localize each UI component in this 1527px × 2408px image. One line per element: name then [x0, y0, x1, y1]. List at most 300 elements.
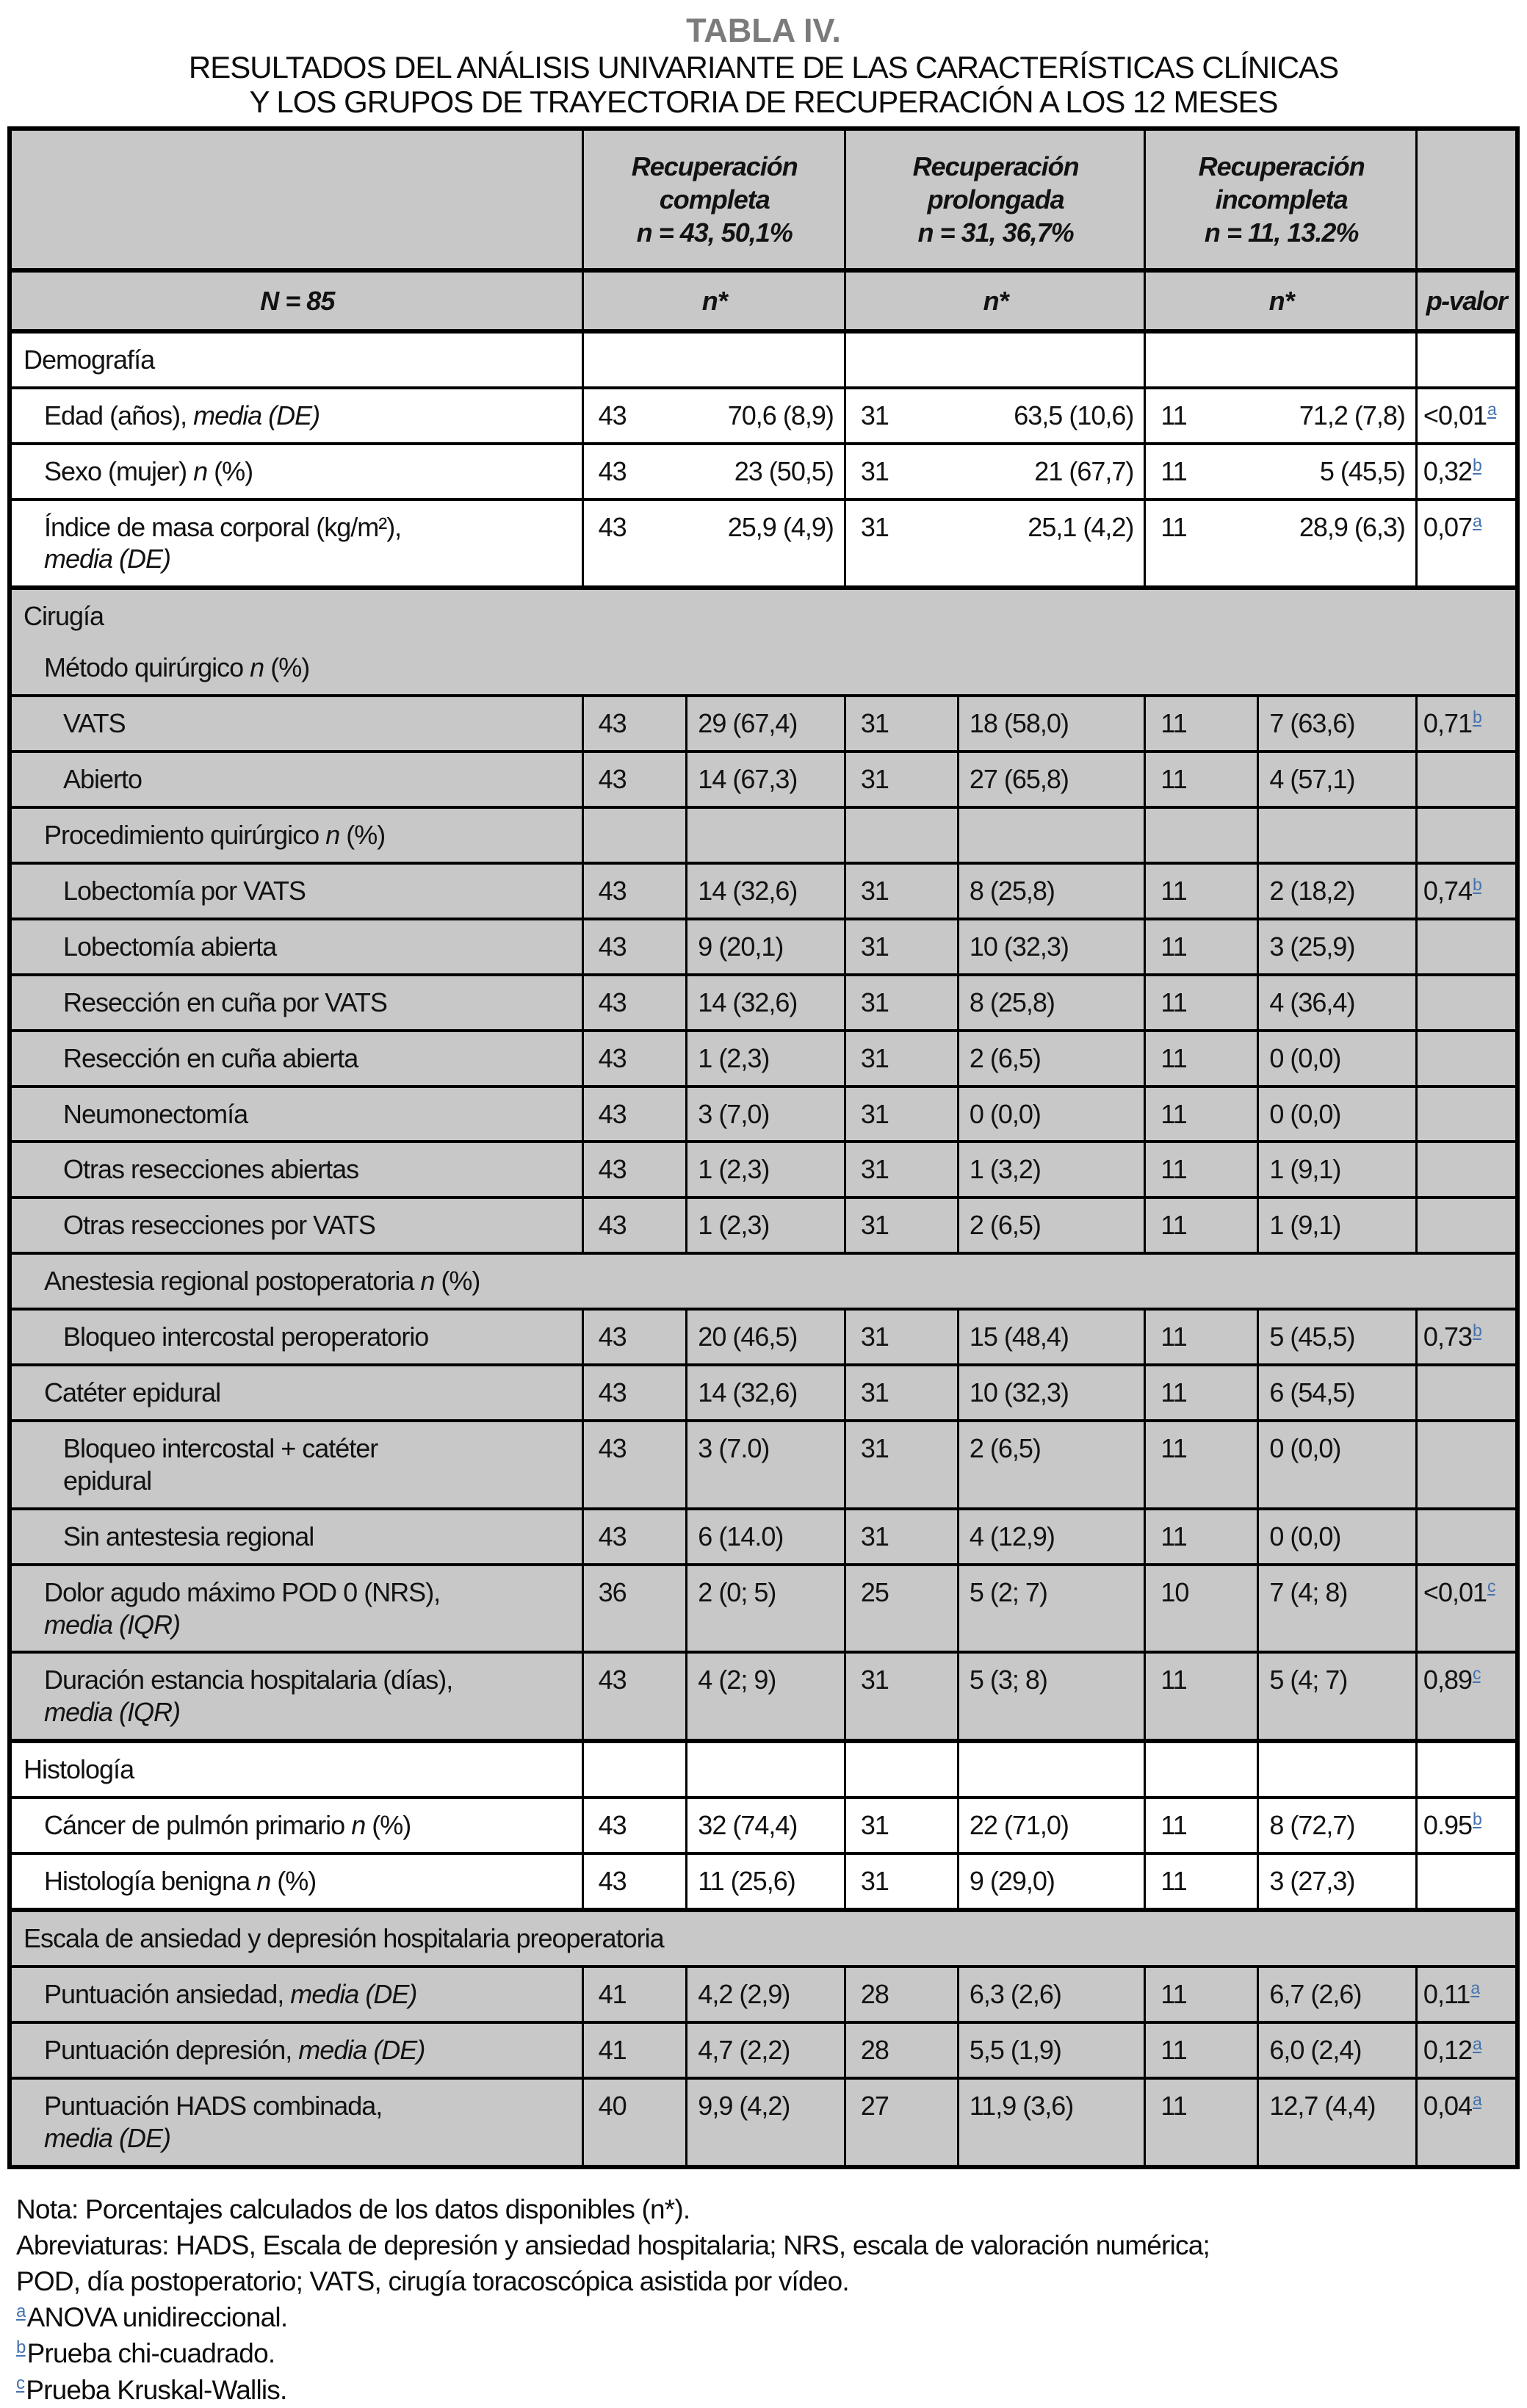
- row-label-cell: [10, 1031, 582, 1086]
- row-label-cell: [10, 751, 582, 807]
- footnote-ref-c[interactable]: c: [1487, 1576, 1495, 1596]
- n-count-cell: 31: [845, 1086, 958, 1142]
- label-italic-part: media (DE): [193, 400, 320, 430]
- group-cell: [845, 444, 1145, 500]
- n-count: 31: [860, 511, 889, 542]
- n-count-cell: 11: [1145, 1086, 1258, 1142]
- n-count-cell: 43: [582, 919, 687, 975]
- n-and-value: [1155, 511, 1408, 544]
- value-cell: [1258, 807, 1417, 863]
- n-and-value: [593, 511, 837, 544]
- n-count-cell: [845, 1741, 958, 1798]
- value-cell: 5 (3; 8): [958, 1652, 1145, 1741]
- value-cell: 3 (27,3): [1258, 1853, 1417, 1910]
- value-cell: 6,0 (2,4): [1258, 2022, 1417, 2078]
- value-cell: 1 (3,2): [958, 1142, 1145, 1197]
- group-cell: [1145, 444, 1417, 500]
- row-label-cell: [10, 696, 582, 751]
- n-count-cell: 43: [582, 863, 687, 919]
- label-part: (%): [264, 652, 310, 683]
- p-value-cell: [1416, 807, 1517, 863]
- label-part: Duración estancia hospitalaria (días),: [44, 1665, 453, 1695]
- label-part: Bloqueo intercostal peroperatorio: [63, 1322, 429, 1352]
- value-cell: 0 (0,0): [1258, 1509, 1417, 1565]
- table-row: [10, 1798, 1517, 1853]
- n-count-cell: 11: [1145, 1853, 1258, 1910]
- n-count-cell: 31: [845, 1142, 958, 1197]
- label-part: epidural: [63, 1465, 152, 1496]
- label-italic-part: n: [256, 1866, 271, 1897]
- group-header-n: n = 31, 36,7%: [917, 217, 1074, 248]
- row-label-cell: [10, 500, 582, 588]
- label-part: Cáncer de pulmón primario: [44, 1810, 352, 1841]
- n-count-cell: 10: [1145, 1565, 1258, 1653]
- footnote-ref-a[interactable]: a: [16, 2301, 26, 2321]
- footnote-line: [16, 2191, 1527, 2227]
- group-header-title: Recuperación completa: [631, 151, 798, 215]
- footnotes: [16, 2191, 1527, 2408]
- n-count-cell: 31: [845, 1509, 958, 1565]
- value-cell: 5 (2; 7): [958, 1565, 1145, 1653]
- row-label-cell: [10, 1197, 582, 1253]
- section-header-row: [10, 331, 1517, 388]
- row-label-cell: [10, 975, 582, 1031]
- n-count-cell: 31: [845, 751, 958, 807]
- p-value-text: 0,71: [1423, 708, 1472, 739]
- n-count-cell: 11: [1145, 751, 1258, 807]
- row-label-cell: [10, 388, 582, 444]
- row-label-cell: [10, 444, 582, 500]
- value-cell: 4 (2; 9): [687, 1652, 845, 1741]
- row-label-cell: [10, 2022, 582, 2078]
- label-part: Sin antestesia regional: [63, 1521, 314, 1551]
- value-cell: 15 (48,4): [958, 1309, 1145, 1365]
- value-cell: [958, 807, 1145, 863]
- results-table: [7, 126, 1520, 2169]
- p-value-text: <0,01: [1423, 1576, 1487, 1607]
- table-title-line-1: RESULTADOS DEL ANÁLISIS UNIVARIANTE DE LAS CARACTERÍSTICAS CLÍNICAS: [188, 49, 1339, 84]
- title-block: [0, 0, 1527, 119]
- value-cell: 29 (67,4): [687, 696, 845, 751]
- label-part: VATS: [63, 708, 126, 739]
- p-value-cell: [1416, 1197, 1517, 1253]
- label-part: Cirugía: [24, 601, 104, 632]
- table-row: [10, 444, 1517, 500]
- footnote-ref-b[interactable]: b: [1473, 874, 1481, 894]
- value: 71,2 (7,8): [1299, 400, 1405, 430]
- label-italic-part: media (IQR): [44, 1609, 181, 1640]
- p-value-cell: [1416, 1142, 1517, 1197]
- group-header-title: Recuperación prolongada: [912, 151, 1079, 215]
- p-value-cell: [1416, 1309, 1517, 1365]
- n-and-value: [855, 455, 1137, 488]
- footnote-ref-a[interactable]: a: [1473, 2033, 1481, 2053]
- n-count-cell: 11: [1145, 1509, 1258, 1565]
- value-cell: [687, 1741, 845, 1798]
- column-subheader-row: [10, 270, 1517, 331]
- value-cell: 2 (6,5): [958, 1031, 1145, 1086]
- table-number-title: TABLA IV.: [686, 12, 841, 49]
- p-value-cell: [1416, 751, 1517, 807]
- footnote-ref-b[interactable]: b: [1473, 707, 1481, 727]
- p-value-text: 0,32: [1423, 455, 1472, 486]
- value-cell: 9 (29,0): [958, 1853, 1145, 1910]
- row-label-cell: [10, 1798, 582, 1853]
- n-count-cell: 31: [845, 1798, 958, 1853]
- label-part: (%): [365, 1810, 411, 1841]
- n-count-cell: 43: [582, 1365, 687, 1421]
- row-label-cell: [10, 1421, 582, 1509]
- table-row: [10, 1853, 1517, 1910]
- label-part: Lobectomía abierta: [63, 931, 277, 962]
- n-count-cell: [845, 807, 958, 863]
- row-label-cell: [10, 1509, 582, 1565]
- value: 25,1 (4,2): [1028, 511, 1134, 542]
- value-cell: 9 (20,1): [687, 919, 845, 975]
- row-label-cell: [10, 1086, 582, 1142]
- label-italic-part: n: [250, 652, 264, 683]
- n-count-cell: 43: [582, 1309, 687, 1365]
- section-label-line: [21, 1265, 1508, 1297]
- value-cell: 14 (67,3): [687, 751, 845, 807]
- label-part: Abierto: [63, 764, 142, 795]
- table-row: [10, 1365, 1517, 1421]
- value: 25,9 (4,9): [727, 511, 834, 542]
- value-cell: 9,9 (4,2): [687, 2078, 845, 2167]
- value-cell: 7 (4; 8): [1258, 1565, 1417, 1653]
- footnote-ref-a[interactable]: a: [1473, 511, 1481, 530]
- group-cell: [1145, 388, 1417, 444]
- p-value-cell: [1416, 1853, 1517, 1910]
- footnote-ref-b[interactable]: b: [1473, 455, 1481, 475]
- section-label-cell: [10, 588, 1517, 696]
- group-header-n: n = 43, 50,1%: [636, 217, 793, 248]
- n-count-cell: 11: [1145, 1798, 1258, 1853]
- n-count-cell: 43: [582, 1086, 687, 1142]
- label-part: Puntuación depresión,: [44, 2034, 299, 2065]
- table-row: [10, 751, 1517, 807]
- label-part: Otras resecciones por VATS: [63, 1210, 375, 1241]
- p-value-cell: [1416, 1798, 1517, 1853]
- n-count-cell: [582, 1741, 687, 1798]
- group-cell: [582, 331, 845, 388]
- section-label-line: [21, 652, 1508, 684]
- value-cell: 4 (57,1): [1258, 751, 1417, 807]
- footnote-line: [16, 2299, 1527, 2335]
- footnote-text: Nota: Porcentajes calculados de los datos disponibles (n*).: [16, 2193, 690, 2224]
- n-and-value: [593, 400, 837, 432]
- label-italic-part: media (DE): [290, 1978, 417, 2009]
- n-count-cell: 43: [582, 751, 687, 807]
- group-header-title: Recuperación incompleta: [1198, 151, 1365, 215]
- footnote-ref-a[interactable]: a: [1487, 399, 1496, 419]
- label-part: Demografía: [24, 344, 155, 375]
- value: 28,9 (6,3): [1299, 511, 1405, 542]
- p-value-cell: [1416, 863, 1517, 919]
- p-value-cell: [1416, 696, 1517, 751]
- table-row: [10, 1565, 1517, 1653]
- group-cell: [845, 388, 1145, 444]
- value-cell: 1 (9,1): [1258, 1197, 1417, 1253]
- table-row: [10, 2078, 1517, 2167]
- n-count-cell: 43: [582, 1798, 687, 1853]
- p-value-text: 0,04: [1423, 2090, 1472, 2121]
- row-label-cell: [10, 1565, 582, 1653]
- n-count-cell: 11: [1145, 1031, 1258, 1086]
- n-count-cell: 27: [845, 2078, 958, 2167]
- p-value-cell: [1416, 975, 1517, 1031]
- footnote-line: [16, 2263, 1527, 2299]
- n-count-cell: 31: [845, 696, 958, 751]
- value-cell: [1258, 1741, 1417, 1798]
- n-count-cell: [582, 807, 687, 863]
- label-part: Histología benigna: [44, 1866, 257, 1897]
- group-cell: [1145, 500, 1417, 588]
- n-count-cell: 43: [582, 1142, 687, 1197]
- table-row: [10, 1967, 1517, 2022]
- n-count-cell: 43: [582, 1031, 687, 1086]
- footnote-ref-a[interactable]: a: [1473, 2089, 1481, 2109]
- p-value-text: 0,89: [1423, 1665, 1472, 1695]
- n-count-cell: 11: [1145, 1197, 1258, 1253]
- footnote-ref-b[interactable]: b: [1473, 1809, 1481, 1829]
- group-header-cell: [1145, 129, 1417, 270]
- label-italic-part: media (DE): [44, 544, 171, 574]
- p-value-cell: [1416, 1365, 1517, 1421]
- n-star-header-cell: n*: [1145, 270, 1417, 331]
- group-header-n: n = 11, 13.2%: [1204, 217, 1359, 248]
- n-count: 31: [860, 400, 889, 430]
- label-italic-part: n: [193, 455, 208, 486]
- section-label-line: [21, 1922, 1508, 1955]
- value-cell: 1 (2,3): [687, 1197, 845, 1253]
- table-row: [10, 696, 1517, 751]
- value-cell: 14 (32,6): [687, 1365, 845, 1421]
- n-star-header-cell: n*: [582, 270, 845, 331]
- n-and-value: [855, 400, 1137, 432]
- label-part: Bloqueo intercostal + catéter: [63, 1432, 378, 1463]
- label-part: Anestesia regional postoperatoria: [44, 1266, 421, 1297]
- n-count: 43: [598, 511, 627, 542]
- n-count-cell: 28: [845, 1967, 958, 2022]
- value-cell: [687, 807, 845, 863]
- label-italic-part: n: [325, 819, 340, 850]
- value: 23 (50,5): [734, 455, 834, 486]
- p-value-text: 0,73: [1423, 1322, 1472, 1352]
- value-cell: 22 (71,0): [958, 1798, 1145, 1853]
- n-count: 11: [1160, 455, 1187, 486]
- n-count-cell: 31: [845, 1309, 958, 1365]
- p-value-cell: [1416, 1652, 1517, 1741]
- value-cell: 3 (7.0): [687, 1421, 845, 1509]
- row-label-cell: [10, 1652, 582, 1741]
- table-row: [10, 388, 1517, 444]
- value-cell: 6 (54,5): [1258, 1365, 1417, 1421]
- group-cell: [845, 500, 1145, 588]
- value-cell: 1 (2,3): [687, 1142, 845, 1197]
- group-cell: [1145, 331, 1417, 388]
- table-row: [10, 1309, 1517, 1365]
- n-count-cell: 31: [845, 975, 958, 1031]
- p-value-cell: [1416, 919, 1517, 975]
- n-count-cell: 11: [1145, 1652, 1258, 1741]
- subsection-header-row: [10, 1741, 1517, 1798]
- label-part: Histología: [24, 1754, 134, 1785]
- label-part: (%): [207, 455, 253, 486]
- group-cell: [582, 388, 845, 444]
- label-part: Resección en cuña por VATS: [63, 987, 387, 1017]
- header-empty-p-cell: [1416, 129, 1517, 270]
- footnote-ref-a[interactable]: a: [1470, 1978, 1480, 1997]
- n-count-cell: [1145, 807, 1258, 863]
- table-row: [10, 2022, 1517, 2078]
- row-label-cell: [10, 1142, 582, 1197]
- value-cell: 14 (32,6): [687, 975, 845, 1031]
- value-cell: 0 (0,0): [1258, 1031, 1417, 1086]
- n-count-cell: 31: [845, 1652, 958, 1741]
- value-cell: 6,3 (2,6): [958, 1967, 1145, 2022]
- footnote-ref-b[interactable]: b: [1473, 1321, 1481, 1341]
- footnote-text: ANOVA unidireccional.: [26, 2302, 288, 2333]
- group-cell: [582, 444, 845, 500]
- row-label-cell: [10, 1967, 582, 2022]
- p-value-cell: [1416, 1031, 1517, 1086]
- value-cell: 5 (4; 7): [1258, 1652, 1417, 1741]
- table-row: [10, 1421, 1517, 1509]
- label-part: (%): [339, 819, 386, 850]
- value-cell: 4 (12,9): [958, 1509, 1145, 1565]
- p-value-text: 0,07: [1423, 511, 1472, 542]
- table-row: [10, 1509, 1517, 1565]
- label-italic-part: n: [351, 1810, 366, 1841]
- n-count-cell: 43: [582, 975, 687, 1031]
- n-count-cell: 11: [1145, 696, 1258, 751]
- p-value-cell: [1416, 331, 1517, 388]
- p-value-cell: [1416, 444, 1517, 500]
- value-cell: 32 (74,4): [687, 1798, 845, 1853]
- n-count-cell: 31: [845, 1853, 958, 1910]
- subsection-header-row: [10, 807, 1517, 863]
- section-band-row: [10, 588, 1517, 696]
- value-cell: 5,5 (1,9): [958, 2022, 1145, 2078]
- value-cell: 11 (25,6): [687, 1853, 845, 1910]
- n-count-cell: 43: [582, 1197, 687, 1253]
- n-count-cell: 11: [1145, 863, 1258, 919]
- section-label-cell: [10, 1253, 1517, 1309]
- n-count-cell: 41: [582, 1967, 687, 2022]
- section-label-cell: [10, 1910, 1517, 1967]
- n-star-header-cell: n*: [845, 270, 1145, 331]
- footnote-ref-c[interactable]: c: [1473, 1664, 1481, 1684]
- table-title-line-2: Y LOS GRUPOS DE TRAYECTORIA DE RECUPERACIÓN A LOS 12 MESES: [249, 84, 1278, 119]
- value-cell: 11,9 (3,6): [958, 2078, 1145, 2167]
- n-count-cell: 11: [1145, 1967, 1258, 2022]
- n-and-value: [593, 455, 837, 488]
- footnote-text: Prueba chi-cuadrado.: [26, 2338, 275, 2369]
- n-count-cell: 11: [1145, 1309, 1258, 1365]
- label-italic-part: media (DE): [298, 2034, 425, 2065]
- footnote-line: [16, 2227, 1527, 2263]
- footnote-ref-b[interactable]: b: [16, 2337, 26, 2358]
- label-part: Resección en cuña abierta: [63, 1042, 358, 1073]
- value-cell: 8 (72,7): [1258, 1798, 1417, 1853]
- n-count-cell: 31: [845, 1031, 958, 1086]
- p-value-text: 0.95: [1423, 1810, 1472, 1841]
- group-cell: [845, 331, 1145, 388]
- table-row: [10, 1031, 1517, 1086]
- p-value-text: 0,11: [1423, 1978, 1470, 2009]
- row-label-cell: [10, 1853, 582, 1910]
- value: 63,5 (10,6): [1014, 400, 1134, 430]
- value: 70,6 (8,9): [727, 400, 834, 430]
- value-cell: 0 (0,0): [1258, 1421, 1417, 1509]
- row-label-cell: [10, 807, 582, 863]
- header-empty-label-cell: [10, 129, 582, 270]
- n-count-cell: 31: [845, 919, 958, 975]
- row-label-cell: [10, 863, 582, 919]
- label-part: Método quirúrgico: [44, 652, 250, 683]
- value-cell: 3 (25,9): [1258, 919, 1417, 975]
- value-cell: 2 (6,5): [958, 1421, 1145, 1509]
- label-italic-part: media (IQR): [44, 1697, 181, 1728]
- value-cell: 4,7 (2,2): [687, 2022, 845, 2078]
- footnote-ref-c[interactable]: c: [16, 2373, 25, 2394]
- table-row: [10, 1652, 1517, 1741]
- n-count-cell: 31: [845, 863, 958, 919]
- p-value-cell: [1416, 2022, 1517, 2078]
- row-label-cell: [10, 331, 582, 388]
- n-count-cell: 28: [845, 2022, 958, 2078]
- value-cell: 20 (46,5): [687, 1309, 845, 1365]
- n-count-cell: 43: [582, 1509, 687, 1565]
- table-row: [10, 975, 1517, 1031]
- n-count-cell: 11: [1145, 1421, 1258, 1509]
- n-and-value: [855, 511, 1137, 544]
- value-cell: 2 (18,2): [1258, 863, 1417, 919]
- value: 21 (67,7): [1034, 455, 1134, 486]
- label-part: Edad (años),: [44, 400, 194, 430]
- table-row: [10, 500, 1517, 588]
- p-value-cell: [1416, 1967, 1517, 2022]
- n-count-cell: 36: [582, 1565, 687, 1653]
- p-value-cell: [1416, 388, 1517, 444]
- n-count-cell: 11: [1145, 1365, 1258, 1421]
- row-label-cell: [10, 919, 582, 975]
- label-part: Puntuación ansiedad,: [44, 1978, 291, 2009]
- value-cell: 4,2 (2,9): [687, 1967, 845, 2022]
- p-value-cell: [1416, 2078, 1517, 2167]
- p-value-cell: [1416, 1086, 1517, 1142]
- n-count-cell: 11: [1145, 919, 1258, 975]
- label-part: Escala de ansiedad y depresión hospitalaria preoperatoria: [24, 1923, 664, 1953]
- n-and-value: [1155, 400, 1408, 432]
- value-cell: 27 (65,8): [958, 751, 1145, 807]
- label-part: Neumonectomía: [63, 1098, 248, 1129]
- value-cell: [958, 1741, 1145, 1798]
- value-cell: 7 (63,6): [1258, 696, 1417, 751]
- n-count: 11: [1160, 400, 1187, 430]
- table-row: [10, 1197, 1517, 1253]
- n-count-cell: 25: [845, 1565, 958, 1653]
- value-cell: 3 (7,0): [687, 1086, 845, 1142]
- p-value-text: <0,01: [1423, 400, 1487, 430]
- value-cell: 10 (32,3): [958, 919, 1145, 975]
- section-label-line: [21, 600, 1508, 632]
- label-part: Sexo (mujer): [44, 455, 194, 486]
- value-cell: 4 (36,4): [1258, 975, 1417, 1031]
- value-cell: 12,7 (4,4): [1258, 2078, 1417, 2167]
- n-count-cell: 11: [1145, 2022, 1258, 2078]
